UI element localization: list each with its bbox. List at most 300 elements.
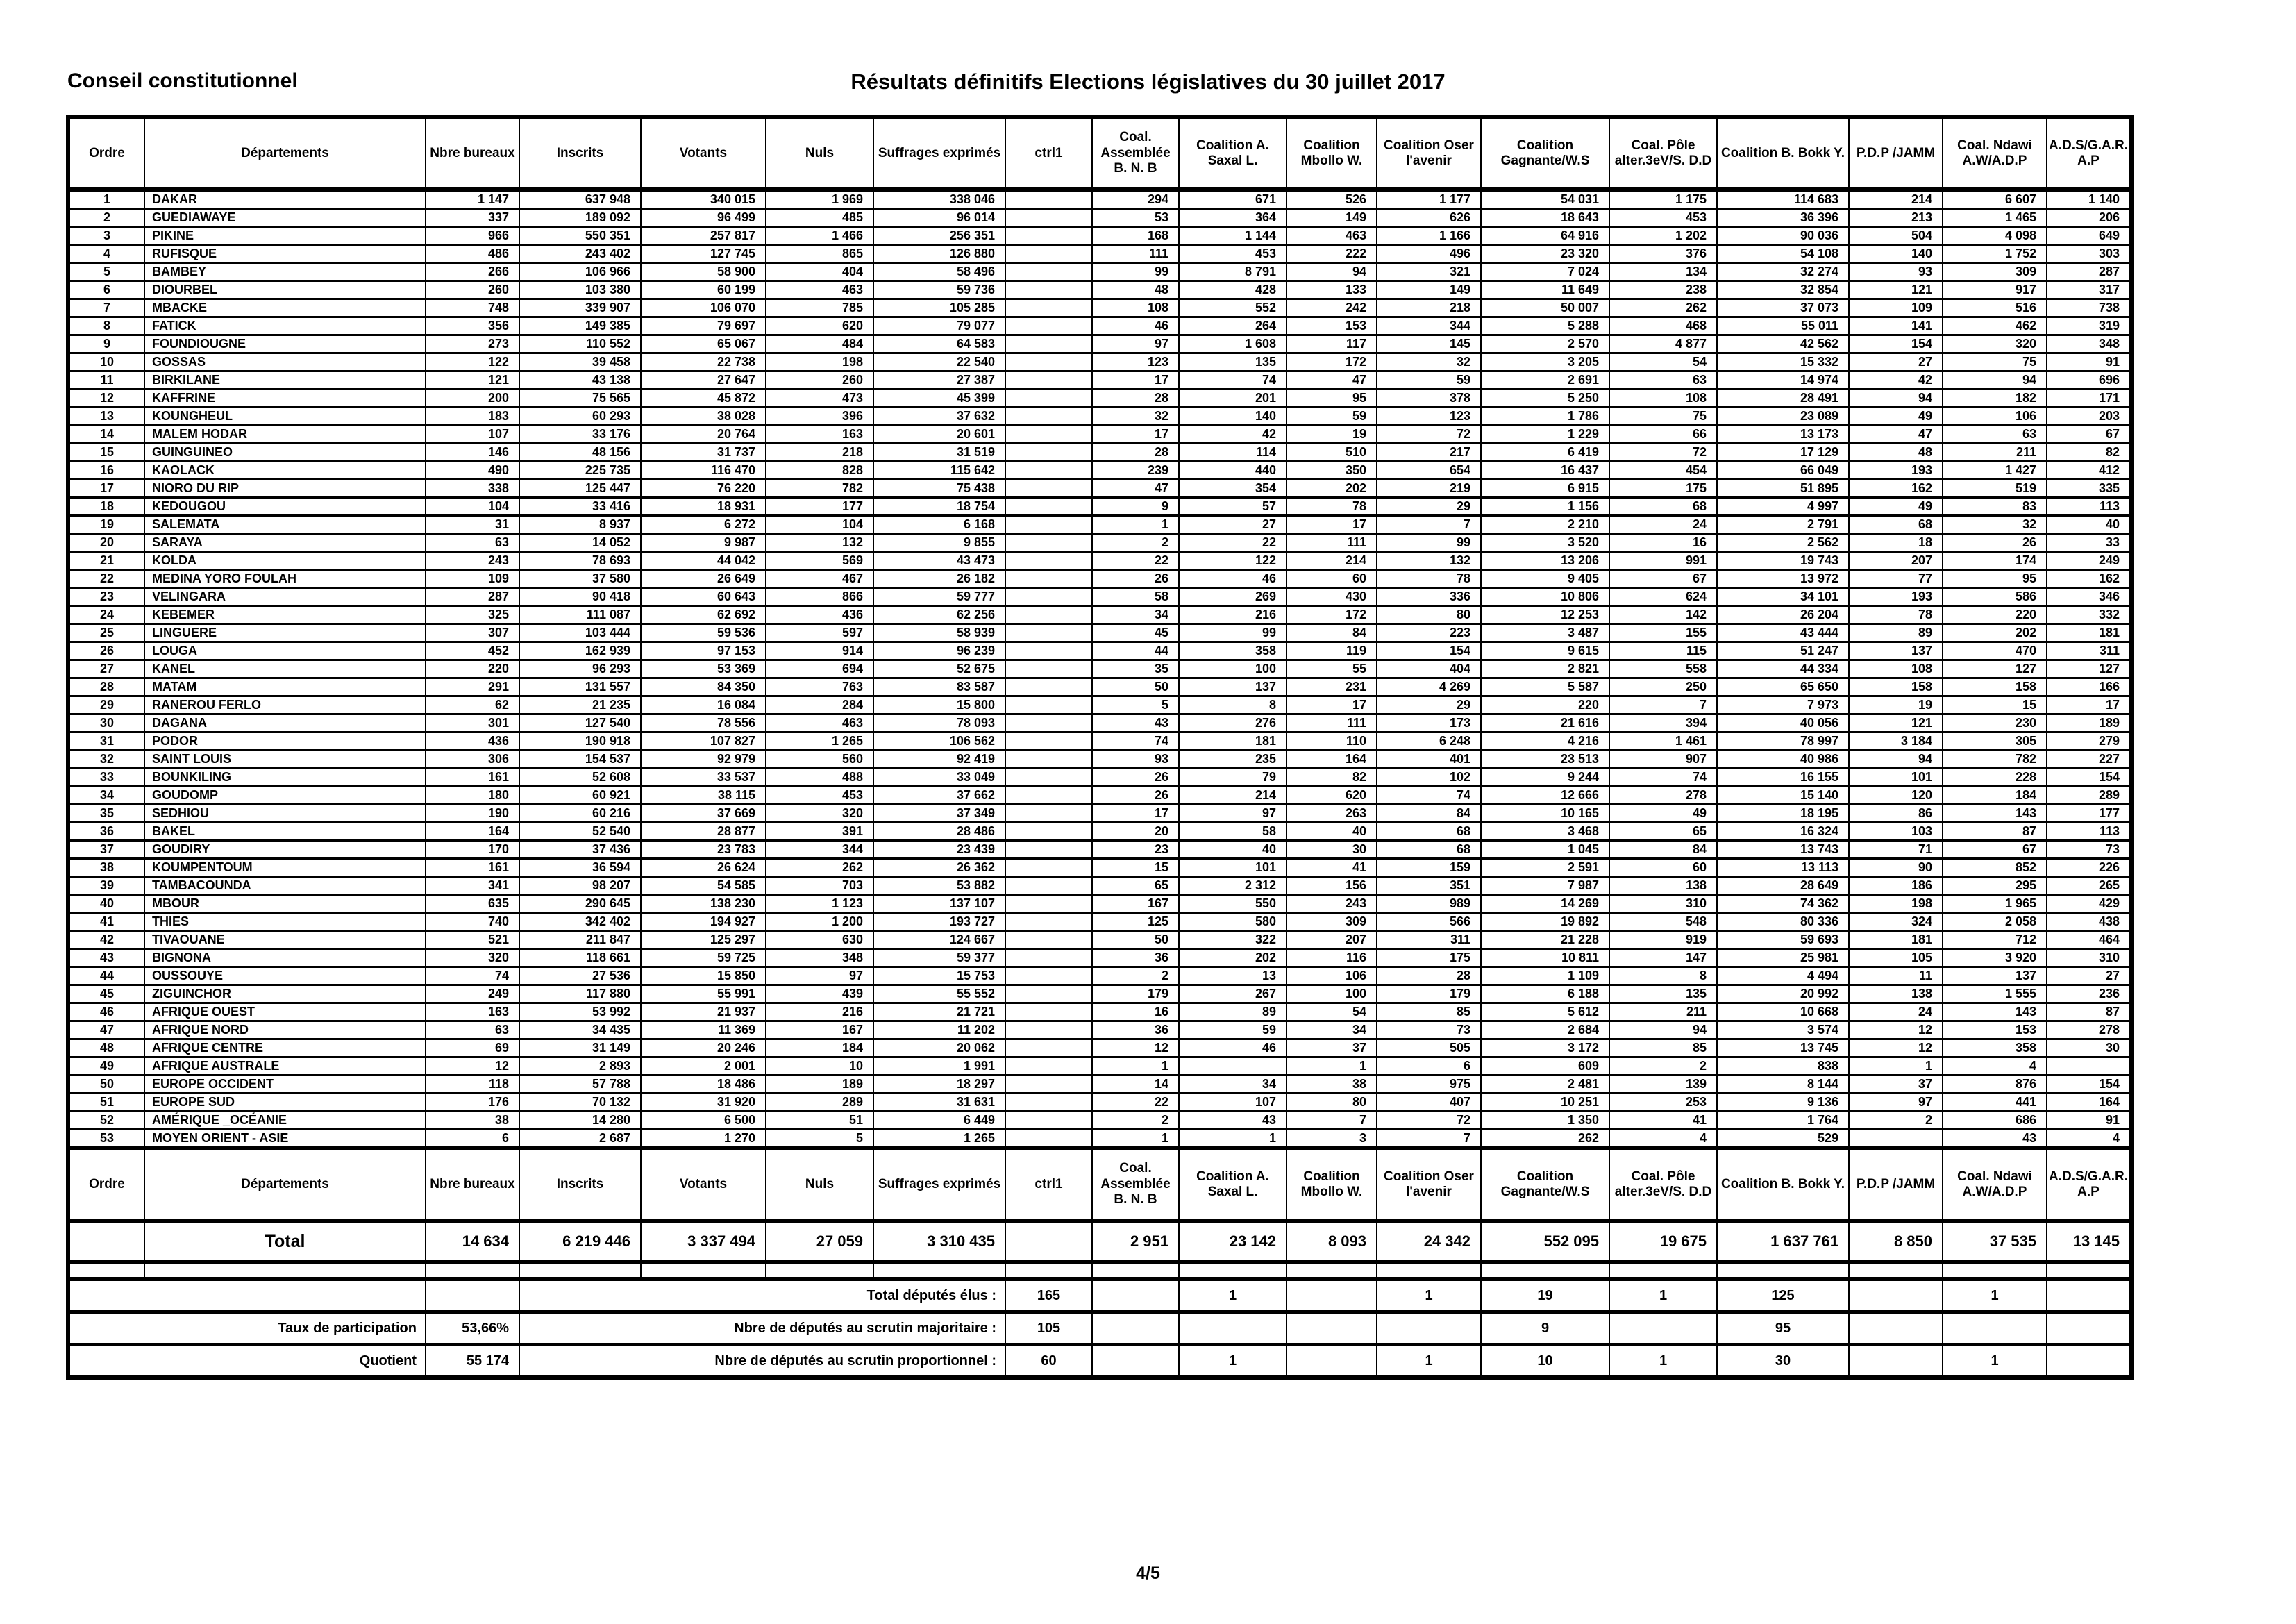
cell-votants: 6 500 bbox=[641, 1112, 766, 1130]
cell-ordre: 20 bbox=[68, 534, 144, 552]
cell-suffrages-exprimes: 31 519 bbox=[873, 444, 1005, 462]
summary-right-label: Total députés élus : bbox=[519, 1279, 1005, 1312]
cell-departement: EUROPE SUD bbox=[144, 1094, 426, 1112]
cell-coalition-saxal: 58 bbox=[1179, 823, 1287, 841]
cell-pdp-jamm: 71 bbox=[1849, 841, 1943, 859]
cell-votants: 257 817 bbox=[641, 227, 766, 245]
cell-coalition-oser-avenir: 1 177 bbox=[1377, 190, 1481, 209]
cell-ctrl1 bbox=[1005, 931, 1092, 949]
cell-coalition-gagnante-ws: 3 172 bbox=[1481, 1039, 1609, 1057]
cell-coalition-gagnante-ws: 1 786 bbox=[1481, 408, 1609, 426]
cell-inscrits: 162 939 bbox=[519, 642, 641, 660]
cell-departement: VELINGARA bbox=[144, 588, 426, 606]
cell-ordre: 8 bbox=[68, 317, 144, 335]
cell-coalition-oser-avenir: 74 bbox=[1377, 787, 1481, 805]
table-row bbox=[68, 335, 2131, 353]
cell-inscrits: 637 948 bbox=[519, 190, 641, 209]
cell-coalition-saxal: 440 bbox=[1179, 462, 1287, 480]
cell-votants: 58 900 bbox=[641, 263, 766, 281]
cell-inscrits: 31 149 bbox=[519, 1039, 641, 1057]
table-row bbox=[68, 263, 2131, 281]
cell-nuls: 484 bbox=[766, 335, 873, 353]
cell-coal-ndawi: 220 bbox=[1943, 606, 2047, 624]
cell-votants: 106 070 bbox=[641, 299, 766, 317]
cell-votants: 28 877 bbox=[641, 823, 766, 841]
cell-departement: KOUNGHEUL bbox=[144, 408, 426, 426]
cell-votants: 125 297 bbox=[641, 931, 766, 949]
cell-coalition-gagnante-ws: 3 205 bbox=[1481, 353, 1609, 371]
cell-coal-pole-alter: 75 bbox=[1609, 408, 1717, 426]
cell-ads-gar-ap: 40 bbox=[2047, 516, 2131, 534]
cell-coalition-saxal: 89 bbox=[1179, 1003, 1287, 1021]
cell-coalition-bokk-y: 14 974 bbox=[1717, 371, 1849, 390]
cell-nuls: 914 bbox=[766, 642, 873, 660]
cell-coalition-mbollo: 430 bbox=[1287, 588, 1377, 606]
cell-coalition-oser-avenir: 351 bbox=[1377, 877, 1481, 895]
cell-inscrits: 60 216 bbox=[519, 805, 641, 823]
cell-ads-gar-ap: 348 bbox=[2047, 335, 2131, 353]
cell-nbre-bureaux: 63 bbox=[426, 534, 519, 552]
cell-coalition-bokk-y: 74 362 bbox=[1717, 895, 1849, 913]
cell-coalition-oser-avenir: 99 bbox=[1377, 534, 1481, 552]
cell-coalition-oser-avenir: 179 bbox=[1377, 985, 1481, 1003]
cell-coalition-gagnante-ws: 2 691 bbox=[1481, 371, 1609, 390]
seats-coal-pole-alter: 1 bbox=[1609, 1279, 1717, 1312]
cell-coal-assemblee-bnb: 2 bbox=[1092, 1112, 1179, 1130]
cell-coal-assemblee-bnb: 16 bbox=[1092, 1003, 1179, 1021]
cell-departement: KANEL bbox=[144, 660, 426, 678]
table-row bbox=[68, 570, 2131, 588]
cell-ads-gar-ap: 236 bbox=[2047, 985, 2131, 1003]
cell-ctrl1 bbox=[1005, 588, 1092, 606]
cell-suffrages-exprimes: 55 552 bbox=[873, 985, 1005, 1003]
cell-coalition-oser-avenir: 29 bbox=[1377, 498, 1481, 516]
cell-ordre: 46 bbox=[68, 1003, 144, 1021]
cell-departement: TAMBACOUNDA bbox=[144, 877, 426, 895]
cell-coalition-bokk-y: 66 049 bbox=[1717, 462, 1849, 480]
cell-coal-ndawi: 852 bbox=[1943, 859, 2047, 877]
cell-coalition-bokk-y: 32 274 bbox=[1717, 263, 1849, 281]
cell-coalition-bokk-y: 26 204 bbox=[1717, 606, 1849, 624]
cell-coal-pole-alter: 453 bbox=[1609, 209, 1717, 227]
summary-right-label: Nbre de députés au scrutin proportionnel : bbox=[519, 1345, 1005, 1378]
column-header-votants: Votants bbox=[641, 1148, 766, 1221]
cell-votants: 11 369 bbox=[641, 1021, 766, 1039]
cell-coalition-mbollo: 82 bbox=[1287, 769, 1377, 787]
column-header-coal-assemblee-bnb: Coal. Assemblée B. N. B bbox=[1092, 1148, 1179, 1221]
cell-coal-pole-alter: 108 bbox=[1609, 390, 1717, 408]
table-row bbox=[68, 281, 2131, 299]
cell-ordre: 45 bbox=[68, 985, 144, 1003]
cell-pdp-jamm: 49 bbox=[1849, 498, 1943, 516]
cell-nbre-bureaux: 170 bbox=[426, 841, 519, 859]
cell-departement: THIES bbox=[144, 913, 426, 931]
cell-departement: OUSSOUYE bbox=[144, 967, 426, 985]
cell-inscrits: 111 087 bbox=[519, 606, 641, 624]
cell-ordre: 6 bbox=[68, 281, 144, 299]
table-row bbox=[68, 1130, 2131, 1149]
cell-departement: SALEMATA bbox=[144, 516, 426, 534]
cell-ads-gar-ap: 265 bbox=[2047, 877, 2131, 895]
results-header bbox=[68, 117, 2131, 190]
column-header-ads-gar-ap: A.D.S/G.A.R. A.P bbox=[2047, 117, 2131, 190]
cell-coal-assemblee-bnb: 22 bbox=[1092, 1094, 1179, 1112]
cell-ads-gar-ap: 91 bbox=[2047, 353, 2131, 371]
cell-nuls: 488 bbox=[766, 769, 873, 787]
cell-coal-ndawi: 782 bbox=[1943, 751, 2047, 769]
cell-ads-gar-ap: 649 bbox=[2047, 227, 2131, 245]
cell-votants: 59 725 bbox=[641, 949, 766, 967]
total-coal-assemblee-bnb: 2 951 bbox=[1092, 1221, 1179, 1262]
cell-coal-ndawi: 202 bbox=[1943, 624, 2047, 642]
cell-ads-gar-ap: 319 bbox=[2047, 317, 2131, 335]
cell-coal-pole-alter: 4 bbox=[1609, 1130, 1717, 1149]
cell-coal-ndawi: 182 bbox=[1943, 390, 2047, 408]
cell-suffrages-exprimes: 64 583 bbox=[873, 335, 1005, 353]
cell-departement: BIGNONA bbox=[144, 949, 426, 967]
cell-ctrl1 bbox=[1005, 552, 1092, 570]
cell-votants: 37 669 bbox=[641, 805, 766, 823]
cell-coal-pole-alter: 138 bbox=[1609, 877, 1717, 895]
cell-inscrits: 33 176 bbox=[519, 426, 641, 444]
column-header-coalition-oser-avenir: Coalition Oser l'avenir bbox=[1377, 1148, 1481, 1221]
cell-ads-gar-ap: 303 bbox=[2047, 245, 2131, 263]
cell-coal-pole-alter: 211 bbox=[1609, 1003, 1717, 1021]
column-header-pdp-jamm: P.D.P /JAMM bbox=[1849, 1148, 1943, 1221]
cell-votants: 60 643 bbox=[641, 588, 766, 606]
cell-nbre-bureaux: 161 bbox=[426, 769, 519, 787]
cell-coalition-bokk-y: 44 334 bbox=[1717, 660, 1849, 678]
cell-ordre: 35 bbox=[68, 805, 144, 823]
cell-coal-assemblee-bnb: 108 bbox=[1092, 299, 1179, 317]
cell-departement: ZIGUINCHOR bbox=[144, 985, 426, 1003]
cell-coalition-mbollo: 95 bbox=[1287, 390, 1377, 408]
cell-coalition-mbollo: 94 bbox=[1287, 263, 1377, 281]
cell-coalition-mbollo: 242 bbox=[1287, 299, 1377, 317]
cell-coalition-gagnante-ws: 9 405 bbox=[1481, 570, 1609, 588]
cell-departement: GOUDIRY bbox=[144, 841, 426, 859]
cell-suffrages-exprimes: 79 077 bbox=[873, 317, 1005, 335]
cell-votants: 31 920 bbox=[641, 1094, 766, 1112]
cell-coalition-gagnante-ws: 16 437 bbox=[1481, 462, 1609, 480]
cell-coalition-gagnante-ws: 1 229 bbox=[1481, 426, 1609, 444]
cell-votants: 116 470 bbox=[641, 462, 766, 480]
cell-votants: 194 927 bbox=[641, 913, 766, 931]
cell-coalition-bokk-y: 16 324 bbox=[1717, 823, 1849, 841]
cell-pdp-jamm: 47 bbox=[1849, 426, 1943, 444]
column-header-departement: Départements bbox=[144, 117, 426, 190]
cell-pdp-jamm: 103 bbox=[1849, 823, 1943, 841]
cell-coal-pole-alter: 624 bbox=[1609, 588, 1717, 606]
cell-nuls: 289 bbox=[766, 1094, 873, 1112]
cell-ctrl1 bbox=[1005, 408, 1092, 426]
cell-nbre-bureaux: 12 bbox=[426, 1057, 519, 1075]
cell-coal-assemblee-bnb: 239 bbox=[1092, 462, 1179, 480]
cell-coal-ndawi: 127 bbox=[1943, 660, 2047, 678]
cell-coal-ndawi: 516 bbox=[1943, 299, 2047, 317]
cell-inscrits: 52 540 bbox=[519, 823, 641, 841]
column-header-nuls: Nuls bbox=[766, 1148, 873, 1221]
cell-coal-pole-alter: 63 bbox=[1609, 371, 1717, 390]
cell-inscrits: 342 402 bbox=[519, 913, 641, 931]
cell-coal-ndawi: 143 bbox=[1943, 1003, 2047, 1021]
cell-inscrits: 190 918 bbox=[519, 733, 641, 751]
cell-ctrl1 bbox=[1005, 751, 1092, 769]
cell-inscrits: 211 847 bbox=[519, 931, 641, 949]
cell-coalition-oser-avenir: 123 bbox=[1377, 408, 1481, 426]
cell-ads-gar-ap: 164 bbox=[2047, 1094, 2131, 1112]
cell-votants: 38 028 bbox=[641, 408, 766, 426]
cell-coalition-saxal: 13 bbox=[1179, 967, 1287, 985]
cell-inscrits: 189 092 bbox=[519, 209, 641, 227]
cell-coalition-gagnante-ws: 10 811 bbox=[1481, 949, 1609, 967]
cell-inscrits: 36 594 bbox=[519, 859, 641, 877]
cell-coal-pole-alter: 67 bbox=[1609, 570, 1717, 588]
cell-nbre-bureaux: 452 bbox=[426, 642, 519, 660]
cell-coalition-oser-avenir: 218 bbox=[1377, 299, 1481, 317]
cell-suffrages-exprimes: 1 991 bbox=[873, 1057, 1005, 1075]
cell-pdp-jamm: 42 bbox=[1849, 371, 1943, 390]
cell-coalition-bokk-y: 8 144 bbox=[1717, 1075, 1849, 1094]
cell-coalition-oser-avenir: 7 bbox=[1377, 1130, 1481, 1149]
cell-departement: FATICK bbox=[144, 317, 426, 335]
cell-pdp-jamm: 207 bbox=[1849, 552, 1943, 570]
cell-coalition-mbollo: 30 bbox=[1287, 841, 1377, 859]
cell-ctrl1 bbox=[1005, 444, 1092, 462]
table-row bbox=[68, 985, 2131, 1003]
cell-coal-assemblee-bnb: 23 bbox=[1092, 841, 1179, 859]
cell-nbre-bureaux: 325 bbox=[426, 606, 519, 624]
cell-coalition-gagnante-ws: 3 520 bbox=[1481, 534, 1609, 552]
cell-pdp-jamm: 193 bbox=[1849, 588, 1943, 606]
cell-inscrits: 118 661 bbox=[519, 949, 641, 967]
cell-departement: NIORO DU RIP bbox=[144, 480, 426, 498]
cell-coalition-saxal: 364 bbox=[1179, 209, 1287, 227]
seats-coal-ndawi bbox=[1943, 1312, 2047, 1345]
cell-ads-gar-ap: 438 bbox=[2047, 913, 2131, 931]
cell-coalition-mbollo: 172 bbox=[1287, 606, 1377, 624]
cell-ctrl1 bbox=[1005, 227, 1092, 245]
cell-coalition-mbollo: 164 bbox=[1287, 751, 1377, 769]
cell-coal-assemblee-bnb: 1 bbox=[1092, 516, 1179, 534]
cell-coalition-saxal: 1 bbox=[1179, 1130, 1287, 1149]
cell-coalition-saxal: 135 bbox=[1179, 353, 1287, 371]
summary-left-label: Taux de participation bbox=[68, 1312, 426, 1345]
table-row bbox=[68, 299, 2131, 317]
spacer-ordre bbox=[68, 1262, 144, 1279]
table-row bbox=[68, 516, 2131, 534]
table-row bbox=[68, 895, 2131, 913]
cell-coal-assemblee-bnb: 1 bbox=[1092, 1057, 1179, 1075]
cell-coalition-mbollo: 231 bbox=[1287, 678, 1377, 696]
table-row bbox=[68, 787, 2131, 805]
cell-suffrages-exprimes: 59 777 bbox=[873, 588, 1005, 606]
cell-coalition-bokk-y: 55 011 bbox=[1717, 317, 1849, 335]
table-row bbox=[68, 841, 2131, 859]
column-header-coalition-bokk-y: Coalition B. Bokk Y. bbox=[1717, 1148, 1849, 1221]
cell-suffrages-exprimes: 31 631 bbox=[873, 1094, 1005, 1112]
cell-ctrl1 bbox=[1005, 624, 1092, 642]
cell-coalition-oser-avenir: 159 bbox=[1377, 859, 1481, 877]
cell-nuls: 560 bbox=[766, 751, 873, 769]
cell-nuls: 163 bbox=[766, 426, 873, 444]
summary-left-value bbox=[426, 1279, 519, 1312]
cell-votants: 27 647 bbox=[641, 371, 766, 390]
table-row bbox=[68, 227, 2131, 245]
cell-coal-ndawi: 63 bbox=[1943, 426, 2047, 444]
cell-departement: RUFISQUE bbox=[144, 245, 426, 263]
cell-coalition-oser-avenir: 173 bbox=[1377, 714, 1481, 733]
cell-pdp-jamm: 3 184 bbox=[1849, 733, 1943, 751]
cell-nuls: 436 bbox=[766, 606, 873, 624]
cell-ordre: 27 bbox=[68, 660, 144, 678]
cell-nuls: 97 bbox=[766, 967, 873, 985]
cell-votants: 9 987 bbox=[641, 534, 766, 552]
cell-nbre-bureaux: 966 bbox=[426, 227, 519, 245]
cell-coal-assemblee-bnb: 28 bbox=[1092, 444, 1179, 462]
cell-departement: AFRIQUE AUSTRALE bbox=[144, 1057, 426, 1075]
header-row bbox=[68, 1148, 2131, 1221]
cell-coal-pole-alter: 134 bbox=[1609, 263, 1717, 281]
cell-coalition-oser-avenir: 32 bbox=[1377, 353, 1481, 371]
cell-nuls: 284 bbox=[766, 696, 873, 714]
cell-suffrages-exprimes: 45 399 bbox=[873, 390, 1005, 408]
cell-ads-gar-ap: 429 bbox=[2047, 895, 2131, 913]
cell-ctrl1 bbox=[1005, 570, 1092, 588]
cell-coalition-bokk-y: 18 195 bbox=[1717, 805, 1849, 823]
cell-coal-assemblee-bnb: 294 bbox=[1092, 190, 1179, 209]
cell-coalition-saxal: 99 bbox=[1179, 624, 1287, 642]
table-row bbox=[68, 588, 2131, 606]
cell-pdp-jamm: 86 bbox=[1849, 805, 1943, 823]
cell-coalition-gagnante-ws: 6 188 bbox=[1481, 985, 1609, 1003]
cell-nbre-bureaux: 118 bbox=[426, 1075, 519, 1094]
cell-coalition-gagnante-ws: 6 915 bbox=[1481, 480, 1609, 498]
page-title: Résultats définitifs Elections législatives du 30 juillet 2017 bbox=[850, 69, 1446, 94]
cell-coal-ndawi: 174 bbox=[1943, 552, 2047, 570]
cell-ctrl1 bbox=[1005, 426, 1092, 444]
cell-coal-pole-alter: 454 bbox=[1609, 462, 1717, 480]
cell-nuls: 1 466 bbox=[766, 227, 873, 245]
cell-coal-ndawi: 87 bbox=[1943, 823, 2047, 841]
cell-coalition-oser-avenir: 68 bbox=[1377, 823, 1481, 841]
cell-nuls: 218 bbox=[766, 444, 873, 462]
cell-ads-gar-ap: 73 bbox=[2047, 841, 2131, 859]
cell-coal-ndawi: 94 bbox=[1943, 371, 2047, 390]
cell-coal-pole-alter: 16 bbox=[1609, 534, 1717, 552]
cell-ordre: 10 bbox=[68, 353, 144, 371]
table-row bbox=[68, 426, 2131, 444]
cell-coal-assemblee-bnb: 74 bbox=[1092, 733, 1179, 751]
summary-row-3 bbox=[68, 1345, 2131, 1378]
cell-coalition-gagnante-ws: 220 bbox=[1481, 696, 1609, 714]
column-header-inscrits: Inscrits bbox=[519, 1148, 641, 1221]
cell-suffrages-exprimes: 75 438 bbox=[873, 480, 1005, 498]
cell-ads-gar-ap: 738 bbox=[2047, 299, 2131, 317]
cell-coal-assemblee-bnb: 17 bbox=[1092, 371, 1179, 390]
cell-coalition-gagnante-ws: 9 615 bbox=[1481, 642, 1609, 660]
cell-ads-gar-ap: 171 bbox=[2047, 390, 2131, 408]
cell-coal-pole-alter: 85 bbox=[1609, 1039, 1717, 1057]
cell-departement: EUROPE OCCIDENT bbox=[144, 1075, 426, 1094]
table-row bbox=[68, 733, 2131, 751]
cell-coalition-saxal: 354 bbox=[1179, 480, 1287, 498]
cell-coalition-oser-avenir: 28 bbox=[1377, 967, 1481, 985]
cell-coal-assemblee-bnb: 12 bbox=[1092, 1039, 1179, 1057]
cell-coalition-saxal: 74 bbox=[1179, 371, 1287, 390]
seats-ads-gar-ap bbox=[2047, 1312, 2131, 1345]
seats-coalition-oser-avenir bbox=[1377, 1312, 1481, 1345]
total-ordre bbox=[68, 1221, 144, 1262]
seats-coalition-bokk-y: 95 bbox=[1717, 1312, 1849, 1345]
seats-coalition-mbollo bbox=[1287, 1345, 1377, 1378]
cell-coal-assemblee-bnb: 2 bbox=[1092, 534, 1179, 552]
cell-departement: AFRIQUE OUEST bbox=[144, 1003, 426, 1021]
cell-ads-gar-ap: 127 bbox=[2047, 660, 2131, 678]
cell-nuls: 473 bbox=[766, 390, 873, 408]
cell-pdp-jamm: 18 bbox=[1849, 534, 1943, 552]
cell-inscrits: 37 580 bbox=[519, 570, 641, 588]
cell-coal-assemblee-bnb: 58 bbox=[1092, 588, 1179, 606]
cell-votants: 33 537 bbox=[641, 769, 766, 787]
cell-pdp-jamm: 109 bbox=[1849, 299, 1943, 317]
cell-coalition-gagnante-ws: 2 210 bbox=[1481, 516, 1609, 534]
cell-coal-ndawi: 83 bbox=[1943, 498, 2047, 516]
cell-coalition-bokk-y: 1 764 bbox=[1717, 1112, 1849, 1130]
cell-coalition-bokk-y: 13 972 bbox=[1717, 570, 1849, 588]
cell-nbre-bureaux: 301 bbox=[426, 714, 519, 733]
cell-coalition-mbollo: 207 bbox=[1287, 931, 1377, 949]
cell-coalition-oser-avenir: 7 bbox=[1377, 516, 1481, 534]
cell-coal-pole-alter: 72 bbox=[1609, 444, 1717, 462]
cell-suffrages-exprimes: 193 727 bbox=[873, 913, 1005, 931]
cell-ctrl1 bbox=[1005, 769, 1092, 787]
spacer-coalition-mbollo bbox=[1287, 1262, 1377, 1279]
cell-ads-gar-ap: 335 bbox=[2047, 480, 2131, 498]
cell-ads-gar-ap: 287 bbox=[2047, 263, 2131, 281]
cell-ads-gar-ap: 249 bbox=[2047, 552, 2131, 570]
cell-coalition-bokk-y: 9 136 bbox=[1717, 1094, 1849, 1112]
cell-coal-assemblee-bnb: 14 bbox=[1092, 1075, 1179, 1094]
cell-nbre-bureaux: 521 bbox=[426, 931, 519, 949]
cell-coalition-bokk-y: 78 997 bbox=[1717, 733, 1849, 751]
cell-votants: 18 486 bbox=[641, 1075, 766, 1094]
cell-coalition-bokk-y: 13 113 bbox=[1717, 859, 1849, 877]
cell-coalition-saxal: 267 bbox=[1179, 985, 1287, 1003]
cell-departement: KEBEMER bbox=[144, 606, 426, 624]
cell-ctrl1 bbox=[1005, 642, 1092, 660]
cell-coalition-gagnante-ws: 5 288 bbox=[1481, 317, 1609, 335]
cell-coal-ndawi: 309 bbox=[1943, 263, 2047, 281]
cell-departement: BAMBEY bbox=[144, 263, 426, 281]
cell-departement: AMÉRIQUE _OCÉANIE bbox=[144, 1112, 426, 1130]
cell-ordre: 12 bbox=[68, 390, 144, 408]
cell-coalition-mbollo: 78 bbox=[1287, 498, 1377, 516]
cell-ordre: 43 bbox=[68, 949, 144, 967]
cell-coalition-oser-avenir: 149 bbox=[1377, 281, 1481, 299]
cell-coal-ndawi: 67 bbox=[1943, 841, 2047, 859]
cell-coal-assemblee-bnb: 50 bbox=[1092, 931, 1179, 949]
summary-right-value: 165 bbox=[1005, 1279, 1092, 1312]
cell-ctrl1 bbox=[1005, 967, 1092, 985]
cell-inscrits: 34 435 bbox=[519, 1021, 641, 1039]
cell-ctrl1 bbox=[1005, 660, 1092, 678]
cell-ordre: 2 bbox=[68, 209, 144, 227]
summary-right-value: 60 bbox=[1005, 1345, 1092, 1378]
cell-coal-pole-alter: 54 bbox=[1609, 353, 1717, 371]
cell-coalition-saxal: 216 bbox=[1179, 606, 1287, 624]
cell-inscrits: 14 280 bbox=[519, 1112, 641, 1130]
